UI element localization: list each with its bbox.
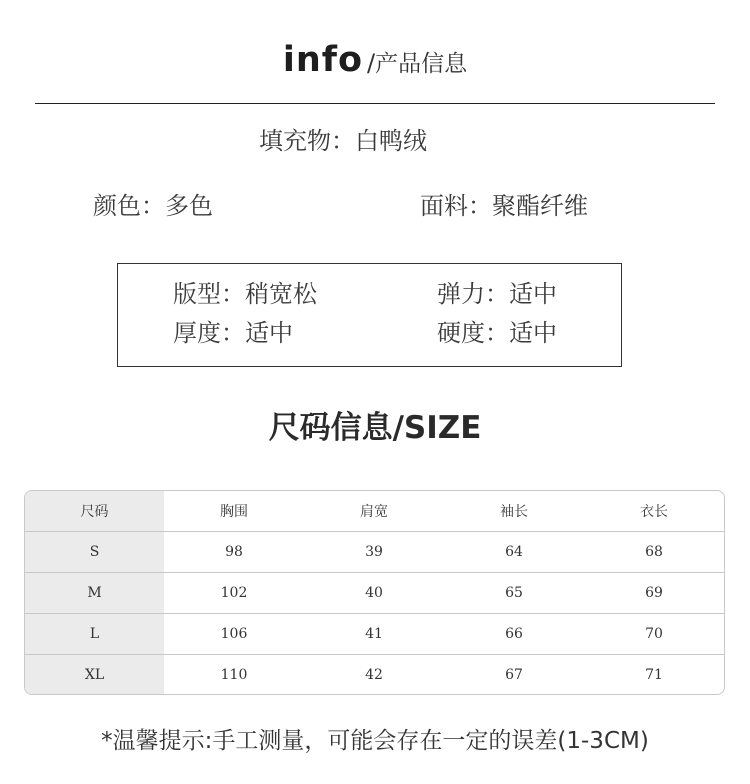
title-slash: / bbox=[367, 49, 376, 77]
table-header-cell: 尺码 bbox=[25, 491, 164, 532]
attr-thickness: 厚度：适中 bbox=[173, 319, 293, 347]
table-row bbox=[25, 532, 724, 573]
title-english: info bbox=[282, 40, 364, 80]
table-cell: 40 bbox=[304, 573, 444, 614]
table-cell: 69 bbox=[584, 573, 724, 614]
table-row bbox=[25, 573, 724, 614]
attr-hardness: 硬度：适中 bbox=[437, 319, 557, 347]
table-cell: 67 bbox=[505, 667, 523, 683]
table-cell: 66 bbox=[444, 614, 584, 655]
attr-fit: 版型：稍宽松 bbox=[173, 280, 317, 308]
table-cell: 39 bbox=[304, 532, 444, 573]
table-cell-size: L bbox=[25, 614, 164, 655]
size-section-title: 尺码信息/SIZE bbox=[268, 410, 482, 446]
table-row bbox=[25, 655, 724, 696]
table-cell: 70 bbox=[584, 614, 724, 655]
table-cell-size: M bbox=[25, 573, 164, 614]
table-header-cell: 袖长 bbox=[444, 491, 584, 532]
table-cell: 68 bbox=[584, 532, 724, 573]
attr-elasticity: 弹力：适中 bbox=[437, 280, 557, 308]
spec-fabric: 面料：聚酯纤维 bbox=[420, 192, 588, 220]
table-header-cell: 衣长 bbox=[584, 491, 724, 532]
table-cell: 110 bbox=[220, 667, 248, 683]
table-cell: 106 bbox=[164, 614, 304, 655]
table-cell: 64 bbox=[444, 532, 584, 573]
page-title bbox=[0, 40, 750, 80]
table-cell: 41 bbox=[304, 614, 444, 655]
table-header-cell: 肩宽 bbox=[304, 491, 444, 532]
table-header-row bbox=[25, 491, 724, 532]
table-header-cell: 胸围 bbox=[164, 491, 304, 532]
table-cell: 102 bbox=[164, 573, 304, 614]
spec-filling: 填充物：白鸭绒 bbox=[259, 127, 427, 155]
table-cell: 71 bbox=[645, 667, 663, 683]
table-cell: 98 bbox=[164, 532, 304, 573]
measurement-note: *温馨提示:手工测量，可能会存在一定的误差(1-3CM) bbox=[101, 728, 649, 754]
table-cell-size: XL bbox=[25, 655, 164, 696]
table-cell-size: S bbox=[25, 532, 164, 573]
table-row bbox=[25, 614, 724, 655]
spec-color: 颜色：多色 bbox=[93, 192, 213, 220]
title-divider bbox=[35, 103, 715, 104]
table-cell: 65 bbox=[444, 573, 584, 614]
table-cell: 42 bbox=[365, 667, 383, 683]
size-table bbox=[24, 490, 725, 695]
title-chinese: 产品信息 bbox=[375, 51, 468, 77]
